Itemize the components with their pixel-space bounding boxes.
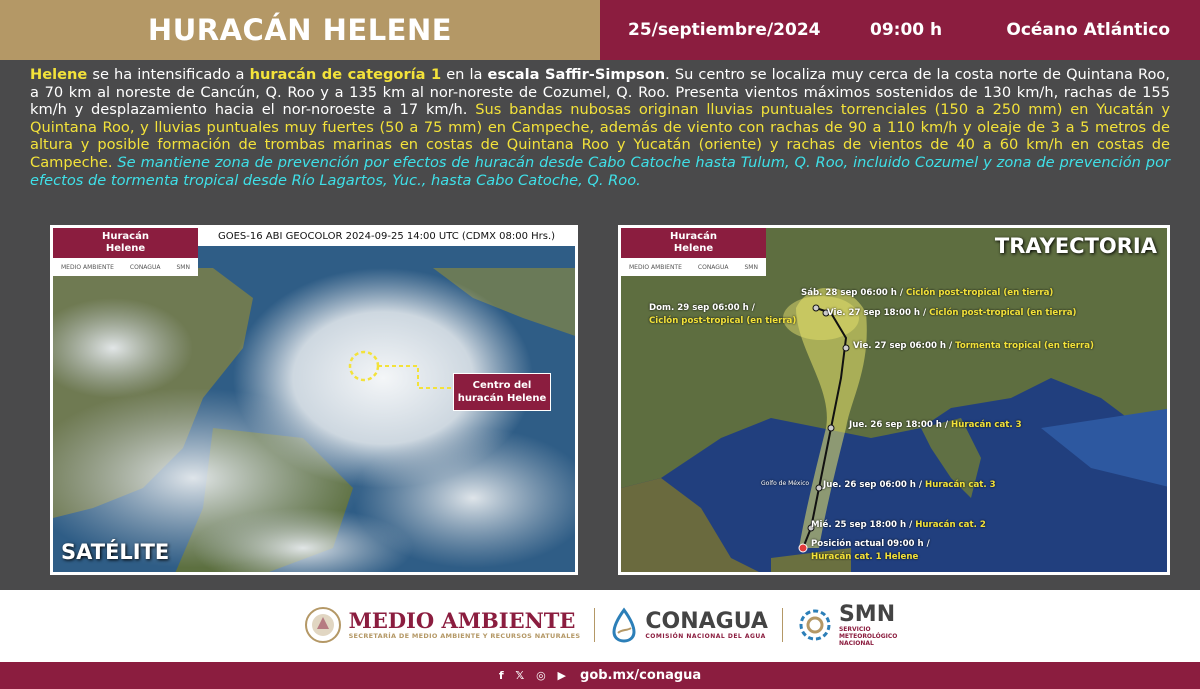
track-point-when: Vie. 27 sep 18:00 h / [827,308,927,318]
smn-name: SMN [838,601,896,627]
header [0,0,1200,60]
social-bar [0,662,1200,689]
logo-smn [797,601,898,647]
desc-category: huracán de categoría 1 [249,66,442,83]
trajectory-badge [621,228,766,276]
track-point-status: Ciclón post-tropical (en tierra) [903,288,1054,298]
track-point-status: Huracán cat. 1 Helene [811,552,919,562]
smn-subtitle-2: METEOROLÓGICO [838,632,898,640]
track-point-label [811,538,930,564]
track-point-status: Huracán cat. 2 [912,520,986,530]
desc-text-3: . Su centro se localiza muy cerca de la costa norte de Quintana Roo, a 70 km al noreste de Cancún, Q. Roo y a 135 km al nor-noreste de Cozumel, Q. Roo. Presenta vientos máximos sostenidos de 130 km/h, rachas de 155 km/h y desplazamiento hacia el nor-noroeste a 17 km/h. [30,66,1170,119]
bulletin-description [30,66,1170,189]
ma-subtitle: SECRETARÍA DE MEDIO AMBIENTE Y RECURSOS NATURALES [348,632,581,640]
gob-url-link[interactable]: gob.mx/conagua [580,668,702,683]
desc-storm-name: Helene [30,66,88,83]
track-point-when: Dom. 29 sep 06:00 h / [649,303,755,313]
track-point-when: Sáb. 28 sep 06:00 h / [801,288,904,298]
desc-rain-effects: Sus bandas nubosas originan lluvias puntuales torrenciales (150 a 250 mm) en Yucatán y Quintana Roo, y lluvias puntuales muy fuertes (50 a 75 mm) en Campeche, además de viento con rachas de 90 a 110 km/h y oleaje de 3 a 5 metros de altura y posible formación de trombas marinas en costas de Quintana Roo y Yucatán (oriente) y rachas de vientos de 40 a 60 km/h en costas de Campeche. [30,101,1171,171]
desc-text-2: en la [441,66,488,83]
conagua-subtitle: COMISIÓN NACIONAL DEL AGUA [645,632,766,640]
track-point-label [823,480,996,490]
satellite-panel [50,225,578,575]
track-point-label [811,520,986,530]
meta-box [600,0,1200,60]
bulletin-date: 25/septiembre/2024 [628,20,821,40]
track-point-label [853,341,1094,351]
badge-logo-conagua: CONAGUA [697,263,729,271]
track-point-when: Vie. 27 sep 06:00 h / [853,341,953,351]
divider [782,608,783,642]
conagua-name: CONAGUA [645,608,768,634]
logo-row [0,600,1200,650]
badge-logo-smn: SMN [176,263,190,271]
conagua-drop-icon [609,607,639,643]
ma-name: MEDIO AMBIENTE [348,608,576,633]
trajectory-panel [618,225,1170,575]
badge-logo-medio-ambiente: MEDIO AMBIENTE [629,263,682,271]
satellite-label: SATÉLITE [61,540,170,564]
trajectory-badge-title-text: Huracán Helene [670,231,717,254]
badge-logo-smn: SMN [744,263,758,271]
social-icons[interactable]: f 𝕏 ◎ ▶ [498,669,571,682]
desc-warning-zones: Se mantiene zona de prevención por efectos de huracán desde Cabo Catoche hasta Tulum, Q. Roo, incluido Cozumel y zona de prevención por efectos de tormenta tropical desde Río Lagartos, Yuc., hasta Cabo Catoche, Q. Roo. [30,153,1170,189]
logo-medio-ambiente [303,605,581,645]
satellite-badge-title [53,228,198,258]
divider [594,608,595,642]
satellite-badge-logos [53,258,198,276]
desc-scale: escala Saffir-Simpson [487,66,666,83]
badge-logo-conagua: CONAGUA [129,263,161,271]
track-point-status: Huracán cat. 3 [922,480,996,490]
track-point-when: Posición actual 09:00 h / [811,539,930,549]
smn-subtitle-3: NACIONAL [838,639,874,647]
track-point-label [849,420,1022,430]
track-point-when: Jue. 26 sep 06:00 h / [823,480,923,490]
track-point-label [801,288,1053,298]
track-point-status: Huracán cat. 3 [948,420,1022,430]
satellite-badge-title-text: Huracán Helene [102,231,149,254]
track-point-label [827,308,1076,318]
footer [0,590,1200,689]
track-point-status: Tormenta tropical (en tierra) [952,341,1094,351]
satellite-badge [53,228,198,276]
page-title: HURACÁN HELENE [147,13,453,47]
bulletin-ocean: Océano Atlántico [1006,20,1170,40]
hurricane-center-label: Centro del huracán Helene [453,373,551,411]
track-point-label [649,302,796,328]
bulletin-time: 09:00 h [870,20,943,40]
badge-logo-medio-ambiente: MEDIO AMBIENTE [61,263,114,271]
track-point-when: Mié. 25 sep 18:00 h / [811,520,913,530]
goes-caption: GOES-16 ABI GEOCOLOR 2024-09-25 14:00 UTC (CDMX 08:00 Hrs.) [198,228,575,246]
logo-conagua [609,607,768,643]
smn-emblem-icon [797,607,833,643]
trajectory-badge-logos [621,258,766,276]
desc-text-1: se ha intensificado a [87,66,250,83]
track-point-status: Ciclón post-tropical (en tierra) [649,316,797,326]
track-point-when: Jue. 26 sep 18:00 h / [849,420,949,430]
gulf-label: Golfo de México [761,480,810,487]
track-point-status: Ciclón post-tropical (en tierra) [926,308,1077,318]
smn-subtitle-1: SERVICIO [838,625,871,633]
trajectory-label: TRAYECTORIA [994,234,1157,258]
trajectory-badge-title [621,228,766,258]
title-box [0,0,600,60]
mexico-seal-icon [303,605,343,645]
